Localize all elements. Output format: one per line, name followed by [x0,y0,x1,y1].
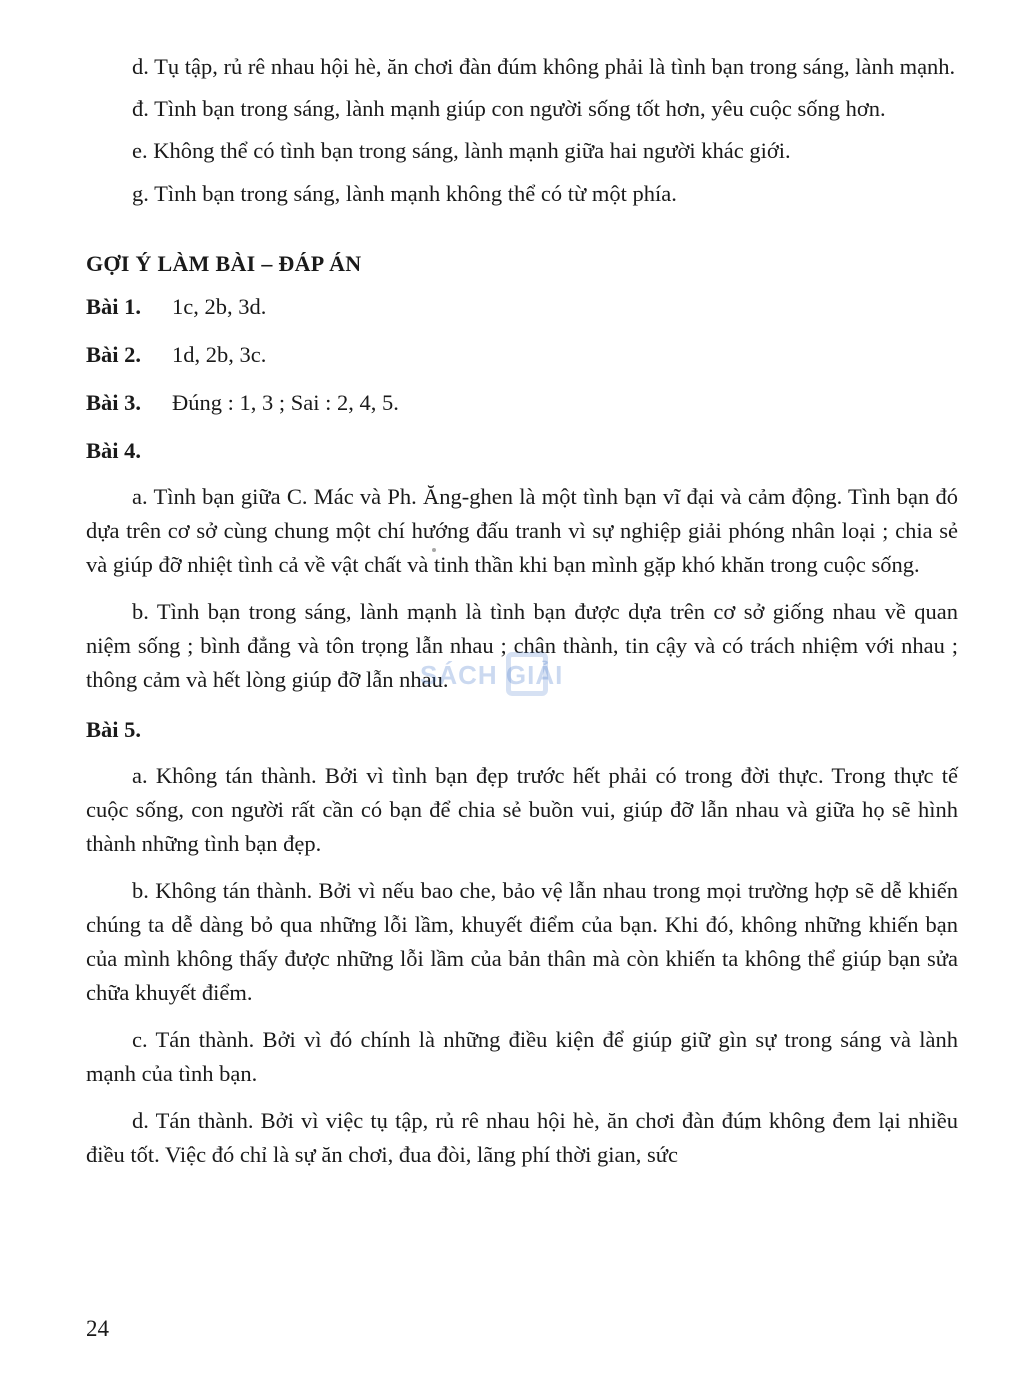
list-item-d: d. Tụ tập, rủ rê nhau hội hè, ăn chơi đàn đúm không phải là tình bạn trong sáng, lành mạnh. [132,54,956,79]
bai-5-paragraph-c: c. Tán thành. Bởi vì đó chính là những điều kiện để giúp giữ gìn sự trong sáng và lành mạnh của tình bạn. [86,1027,958,1086]
bai-5-paragraph-b: b. Không tán thành. Bởi vì nếu bao che, bảo vệ lẫn nhau trong mọi trường hợp sẽ dễ khiến chúng ta dễ dàng bỏ qua những lỗi lầm, khuyết điểm của bạn. Khi đó, không những khiến bạn của mình không thấy được những lỗi lầm của bản thân mà còn khiến ta không thể giúp bạn sửa chữa khuyết điểm. [86,878,958,1005]
answer-bai-3 [86,386,958,420]
answer-text: 1c, 2b, 3d. [172,294,267,319]
section-heading: GỢI Ý LÀM BÀI – ĐÁP ÁN [86,251,362,276]
answer-text: 1d, 2b, 3c. [172,342,267,367]
bai-5-paragraph-d: d. Tán thành. Bởi vì việc tụ tập, rủ rê nhau hội hè, ăn chơi đàn đúm không đem lại nhiều điều tốt. Việc đó chỉ là sự ăn chơi, đua đòi, lãng phí thời gian, sức [86,1108,958,1167]
page-number: 24 [86,1316,109,1341]
answer-text: Đúng : 1, 3 ; Sai : 2, 4, 5. [172,390,399,415]
answer-bai-2 [86,338,958,372]
watermark-text: SÁCH GIẢI [420,660,564,690]
answer-label: Bài 1. [86,294,142,319]
list-item-dd: đ. Tình bạn trong sáng, lành mạnh giúp con người sống tốt hơn, yêu cuộc sống hơn. [132,96,886,121]
scan-speck [745,1126,749,1130]
bai-5-title: Bài 5. [86,717,142,742]
answer-label: Bài 2. [86,342,142,367]
bai-4-paragraph-b: b. Tình bạn trong sáng, lành mạnh là tình bạn được dựa trên cơ sở giống nhau về quan niệm sống ; bình đẳng và tôn trọng lẫn nhau ; chân thành, tin cậy và có trách nhiệm với nhau ; thông cảm và hết lòng giúp đỡ lẫn nhau. [86,599,958,692]
bai-5-paragraph-a: a. Không tán thành. Bởi vì tình bạn đẹp trước hết phải có trong đời thực. Trong thực tế cuộc sống, con người rất cần có bạn để chia sẻ buồn vui, giúp đỡ lẫn nhau và giữa họ sẽ hình thành những tình bạn đẹp. [86,763,958,856]
answer-label: Bài 3. [86,390,142,415]
answer-bai-1 [86,290,958,324]
bai-4-paragraph-a: a. Tình bạn giữa C. Mác và Ph. Ăng-ghen là một tình bạn vĩ đại và cảm động. Tình bạn đó dựa trên cơ sở cùng chung một chí hướng đấu tranh vì sự nghiệp giải phóng nhân loại ; chia sẻ và giúp đỡ nhiệt tình cả về vật chất và tinh thần khi bạn mình gặp khó khăn trong cuộc sống. [86,484,958,577]
scan-speck [432,548,436,552]
page-content [86,50,958,1185]
bai-4-title: Bài 4. [86,438,142,463]
list-item-e: e. Không thể có tình bạn trong sáng, lành mạnh giữa hai người khác giới. [132,138,791,163]
list-item-g: g. Tình bạn trong sáng, lành mạnh không thể có từ một phía. [132,181,677,206]
